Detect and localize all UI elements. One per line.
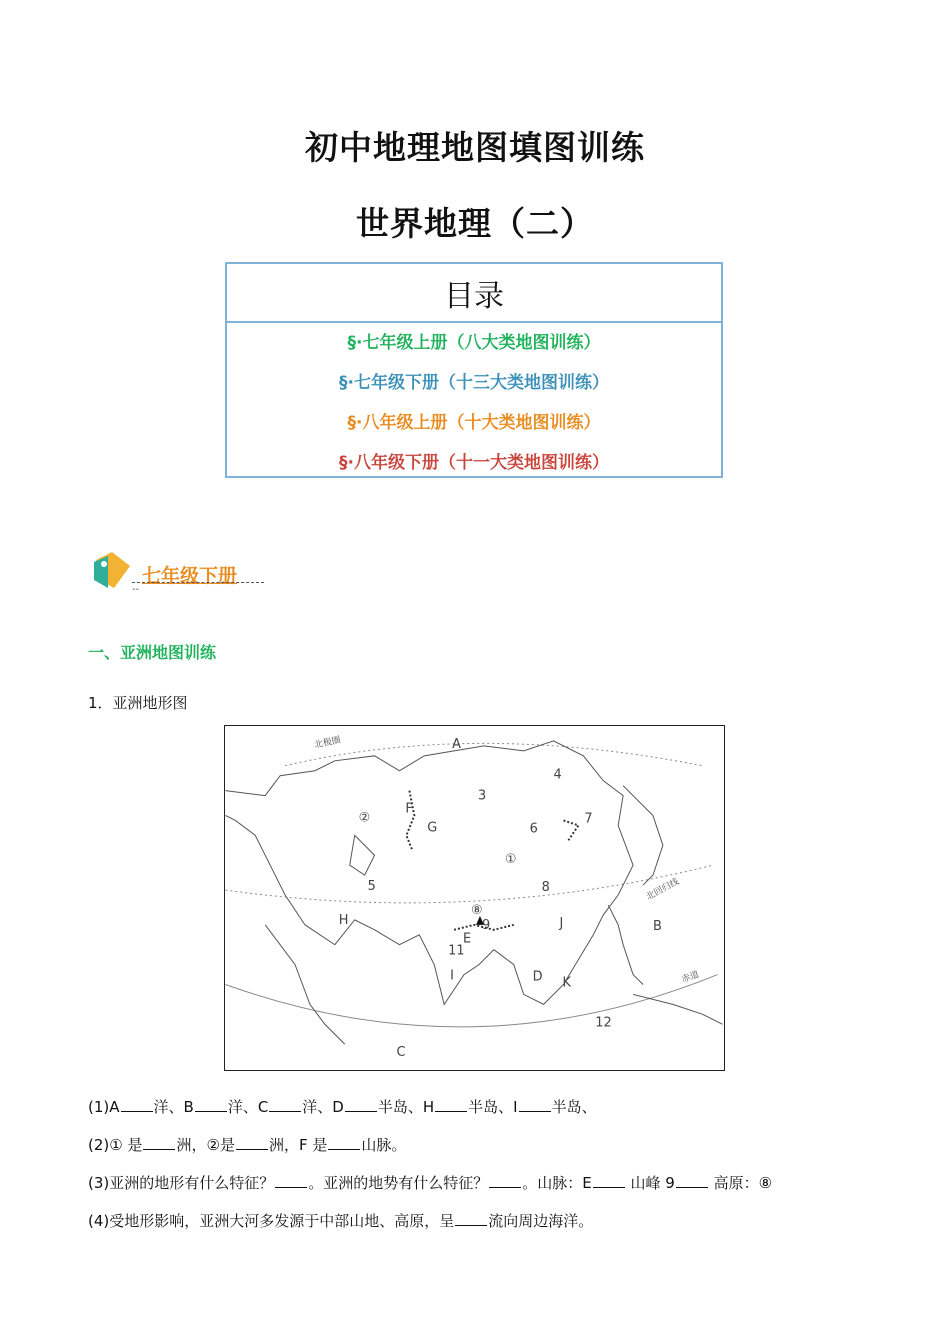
q2-text-2: 洲， xyxy=(176,1136,207,1154)
equator-line xyxy=(225,975,717,1027)
label-12: 12 xyxy=(595,1015,612,1031)
ural-mountains xyxy=(406,791,414,851)
label-8: 8 xyxy=(541,880,550,896)
label-9: 9 xyxy=(481,917,491,933)
q2-blank-1[interactable] xyxy=(143,1135,175,1150)
q2-blank-2[interactable] xyxy=(236,1135,268,1150)
label-6: 6 xyxy=(529,821,538,837)
question-4 xyxy=(88,1210,593,1231)
q1-text-1: 洋、B xyxy=(153,1098,194,1116)
q1-blank-6[interactable] xyxy=(519,1097,551,1112)
section-mark: -- xyxy=(132,584,140,595)
section-heading: 一、亚洲地图训练 xyxy=(88,643,217,662)
q2-circled-1: ① xyxy=(109,1136,123,1154)
asia-terrain-map xyxy=(224,725,725,1071)
q4-blank-1[interactable] xyxy=(455,1211,487,1226)
arctic-label: 北极圈 xyxy=(313,735,342,751)
q2-text-4: 洲，F 是 xyxy=(268,1136,328,1154)
page-title: 初中地理地图填图训练 xyxy=(305,128,645,167)
label-K: K xyxy=(562,975,571,991)
q4-text-1: 流向周边海洋。 xyxy=(488,1212,594,1230)
q1-text-0: (1)A xyxy=(88,1098,120,1116)
q1-text-2: 洋、C xyxy=(227,1098,269,1116)
label-C: C xyxy=(396,1045,406,1061)
q4-text-0: (4)受地形影响，亚洲大河多发源于中部山地、高原，呈 xyxy=(88,1212,455,1230)
africa-coastline xyxy=(265,925,345,1044)
equator-label: 赤道 xyxy=(680,969,701,986)
q3-circled-8: ⑧ xyxy=(758,1174,773,1192)
label-circled-8: ⑧ xyxy=(471,902,483,918)
asia-coastline xyxy=(225,741,633,1004)
east-coast xyxy=(623,786,663,885)
label-7: 7 xyxy=(584,811,593,827)
tropic-label: 北回归线 xyxy=(644,877,681,903)
label-I: I xyxy=(450,968,454,984)
label-F: F xyxy=(405,801,413,817)
q3-blank-3[interactable] xyxy=(593,1173,625,1188)
islands-east xyxy=(608,905,643,985)
question-1 xyxy=(88,1096,597,1117)
label-5: 5 xyxy=(367,879,376,895)
tag-icon xyxy=(92,548,134,592)
caspian-sea xyxy=(350,835,375,875)
q2-text-0: (2) xyxy=(88,1136,110,1154)
exercise-title: 1．亚洲地形图 xyxy=(88,694,188,712)
question-3 xyxy=(88,1172,772,1193)
q1-blank-5[interactable] xyxy=(435,1097,467,1112)
q1-text-6: 半岛、 xyxy=(551,1098,597,1116)
toc-item-grade7-first[interactable]: §·七年级上册（八大类地图训练） xyxy=(347,333,601,353)
section-divider xyxy=(132,582,264,583)
q3-text-1: 。亚洲的地势有什么特征？ xyxy=(308,1174,489,1192)
q1-blank-1[interactable] xyxy=(121,1097,153,1112)
tropic-line xyxy=(225,865,712,903)
q2-text-1: 是 xyxy=(122,1136,143,1154)
islands-south xyxy=(633,994,722,1024)
q1-blank-4[interactable] xyxy=(345,1097,377,1112)
q1-blank-2[interactable] xyxy=(195,1097,227,1112)
q2-text-5: 山脉。 xyxy=(361,1136,407,1154)
section-label: 七年级下册 xyxy=(142,565,238,587)
label-E: E xyxy=(463,931,472,947)
east-mountains xyxy=(563,820,578,840)
map-svg xyxy=(225,726,724,1070)
label-J: J xyxy=(559,915,564,931)
question-2 xyxy=(88,1134,406,1155)
label-B: B xyxy=(652,918,662,934)
label-2: ② xyxy=(358,810,371,826)
q1-text-5: 半岛、I xyxy=(468,1098,518,1116)
q3-text-2: 。山脉：E xyxy=(522,1174,592,1192)
toc-item-grade8-second[interactable]: §·八年级下册（十一大类地图训练） xyxy=(339,453,609,473)
toc-item-grade8-first[interactable]: §·八年级上册（十大类地图训练） xyxy=(347,413,601,433)
label-3: 3 xyxy=(477,788,487,804)
q1-text-3: 洋、D xyxy=(302,1098,344,1116)
q3-text-0: (3)亚洲的地形有什么特征？ xyxy=(88,1174,275,1192)
toc-heading: 目录 xyxy=(227,264,721,323)
label-1: ① xyxy=(504,852,517,868)
label-D: D xyxy=(532,969,543,985)
table-of-contents xyxy=(225,262,723,478)
q2-blank-3[interactable] xyxy=(328,1135,360,1150)
q2-text-3: 是 xyxy=(219,1136,235,1154)
q3-text-3: 山峰 9 xyxy=(625,1174,675,1192)
q3-blank-2[interactable] xyxy=(489,1173,521,1188)
label-A: A xyxy=(452,736,461,752)
q1-text-4: 半岛、H xyxy=(377,1098,435,1116)
label-4: 4 xyxy=(553,767,562,783)
q3-text-4: 高原： xyxy=(708,1174,759,1192)
page-subtitle: 世界地理（二） xyxy=(356,204,594,243)
q3-blank-1[interactable] xyxy=(275,1173,307,1188)
q1-blank-3[interactable] xyxy=(269,1097,301,1112)
label-G: G xyxy=(427,820,438,836)
label-11: 11 xyxy=(448,943,465,959)
toc-item-grade7-second[interactable]: §·七年级下册（十三大类地图训练） xyxy=(339,373,609,393)
q3-blank-4[interactable] xyxy=(676,1173,708,1188)
q2-circled-2: ② xyxy=(206,1136,220,1154)
label-H: H xyxy=(338,912,349,928)
